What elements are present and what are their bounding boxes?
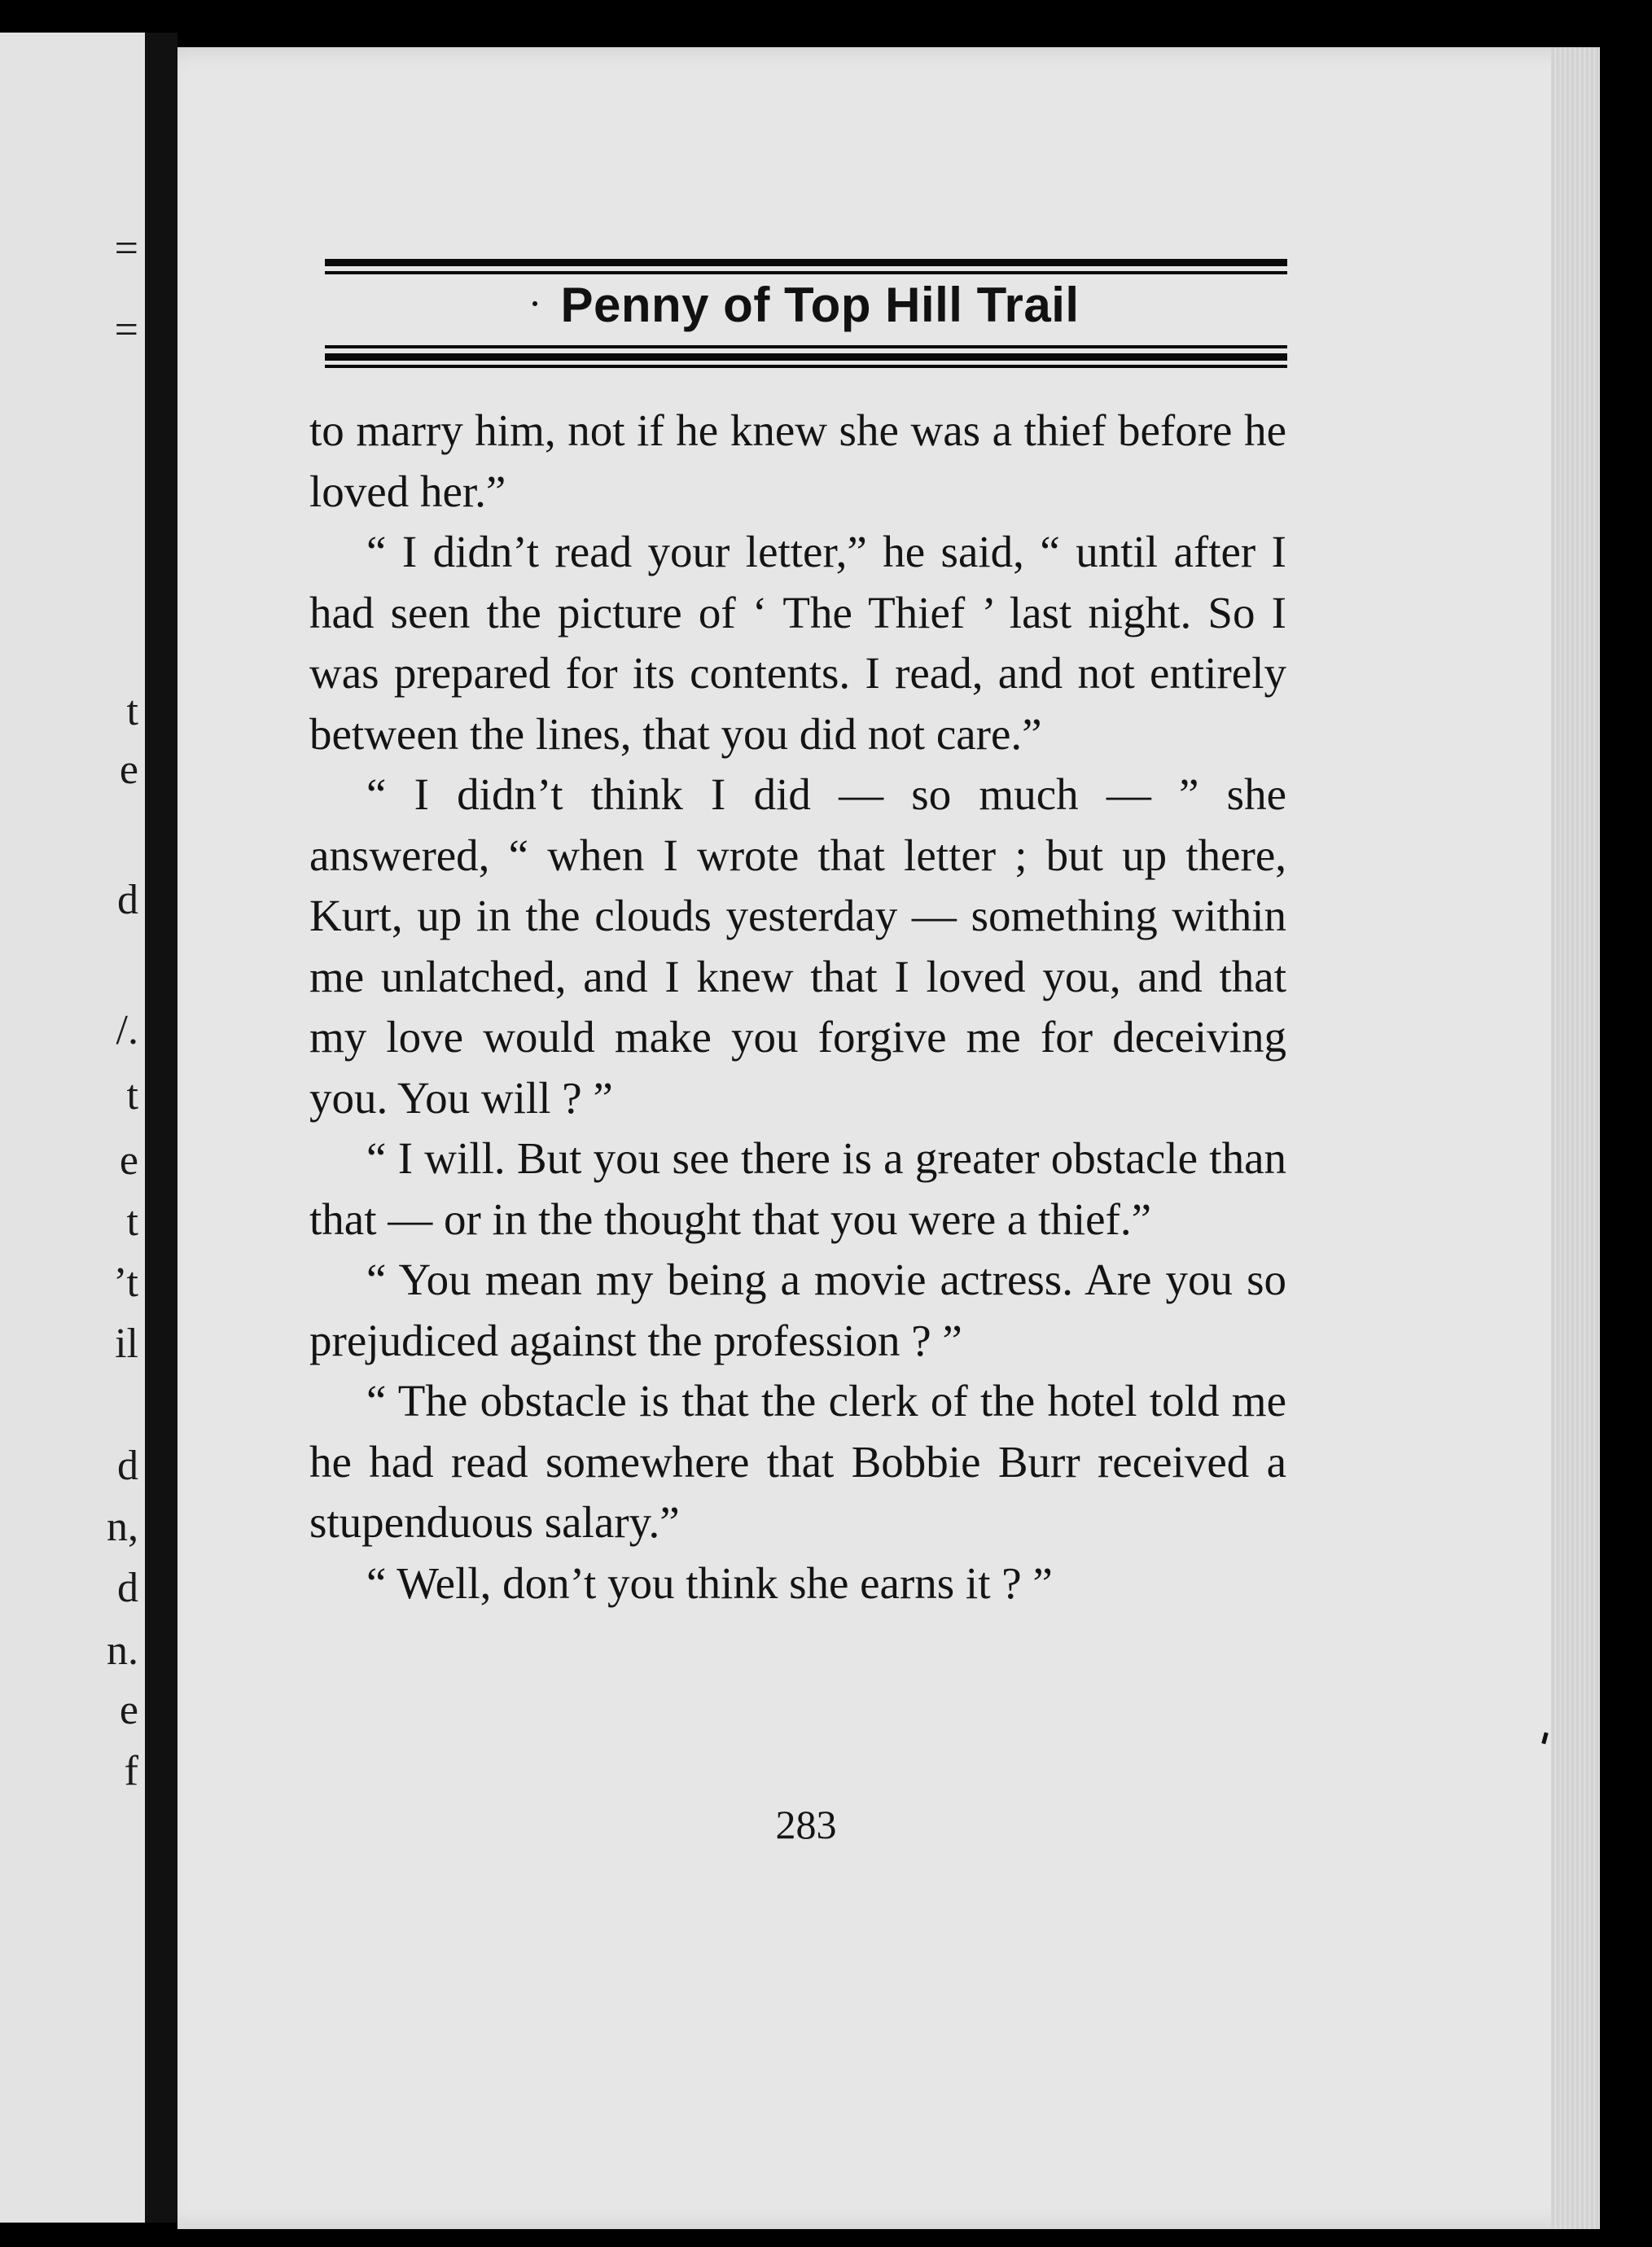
left-page-fragment: = [114, 226, 138, 272]
left-page-fragment: n. [107, 1627, 138, 1674]
left-page-fragment: ’t [113, 1259, 138, 1306]
left-page-fragment: t [126, 688, 138, 734]
scan-top-edge [1303, 0, 1652, 49]
paragraph: “ I didn’t think I did — so much — ” she answered, “ when I wrote that letter ; but up there, Kurt, up in the clouds yesterday — something within me unlatched, and I knew that I loved you, and that my love would make you forgive me for deceiving you. You will ? ” [309, 769, 1286, 1123]
paragraph: “ I will. But you see there is a greater obstacle than that — or in the thought that you were a thief.” [309, 1133, 1286, 1244]
page-number: 283 [775, 1802, 837, 1847]
left-page-fragment: = [114, 307, 138, 353]
paragraph: “ I didn’t read your letter,” he said, “ until after I had seen the picture of ‘ The Thief ’ last night. So I was prepared for its contents. I read, and not entirely between the lines, that you did not care.” [309, 527, 1286, 759]
book-gutter [145, 33, 177, 2223]
left-page-fragment: d [117, 877, 138, 923]
left-page-fragment: e [119, 747, 138, 793]
header-bottom-rule [325, 345, 1287, 368]
left-page-fragment: e [119, 1137, 138, 1184]
left-page-fragment: d [117, 1565, 138, 1611]
paragraph: “ Well, don’t you think she earns it ? ” [366, 1557, 1053, 1608]
running-head-title: Penny of Top Hill Trail [560, 278, 1080, 332]
left-page-fragment: t [126, 1072, 138, 1119]
left-page-fragment: n, [107, 1504, 138, 1550]
body-text [309, 401, 1286, 1614]
paragraph: “ You mean my being a movie actress. Are you so prejudiced against the profession ? ” [309, 1255, 1286, 1365]
left-page-fragment: il [115, 1321, 138, 1367]
left-page-fragment: d [117, 1443, 138, 1489]
left-facing-page [0, 33, 145, 2223]
bullet-dot [532, 301, 537, 306]
page-edge [1551, 47, 1600, 2229]
paragraph: to marry him, not if he knew she was a thief before he loved her.” [309, 405, 1286, 516]
paragraph: “ The obstacle is that the clerk of the hotel told me he had read somewhere that Bobbie Burr received a stupenduous salary.” [309, 1376, 1286, 1547]
header-top-rule [325, 259, 1287, 274]
left-page-fragment: f [124, 1748, 138, 1794]
running-head [325, 277, 1287, 333]
left-page-fragment: t [126, 1198, 138, 1245]
left-page-fragment: e [119, 1687, 138, 1733]
left-page-fragment: /. [116, 1007, 138, 1053]
